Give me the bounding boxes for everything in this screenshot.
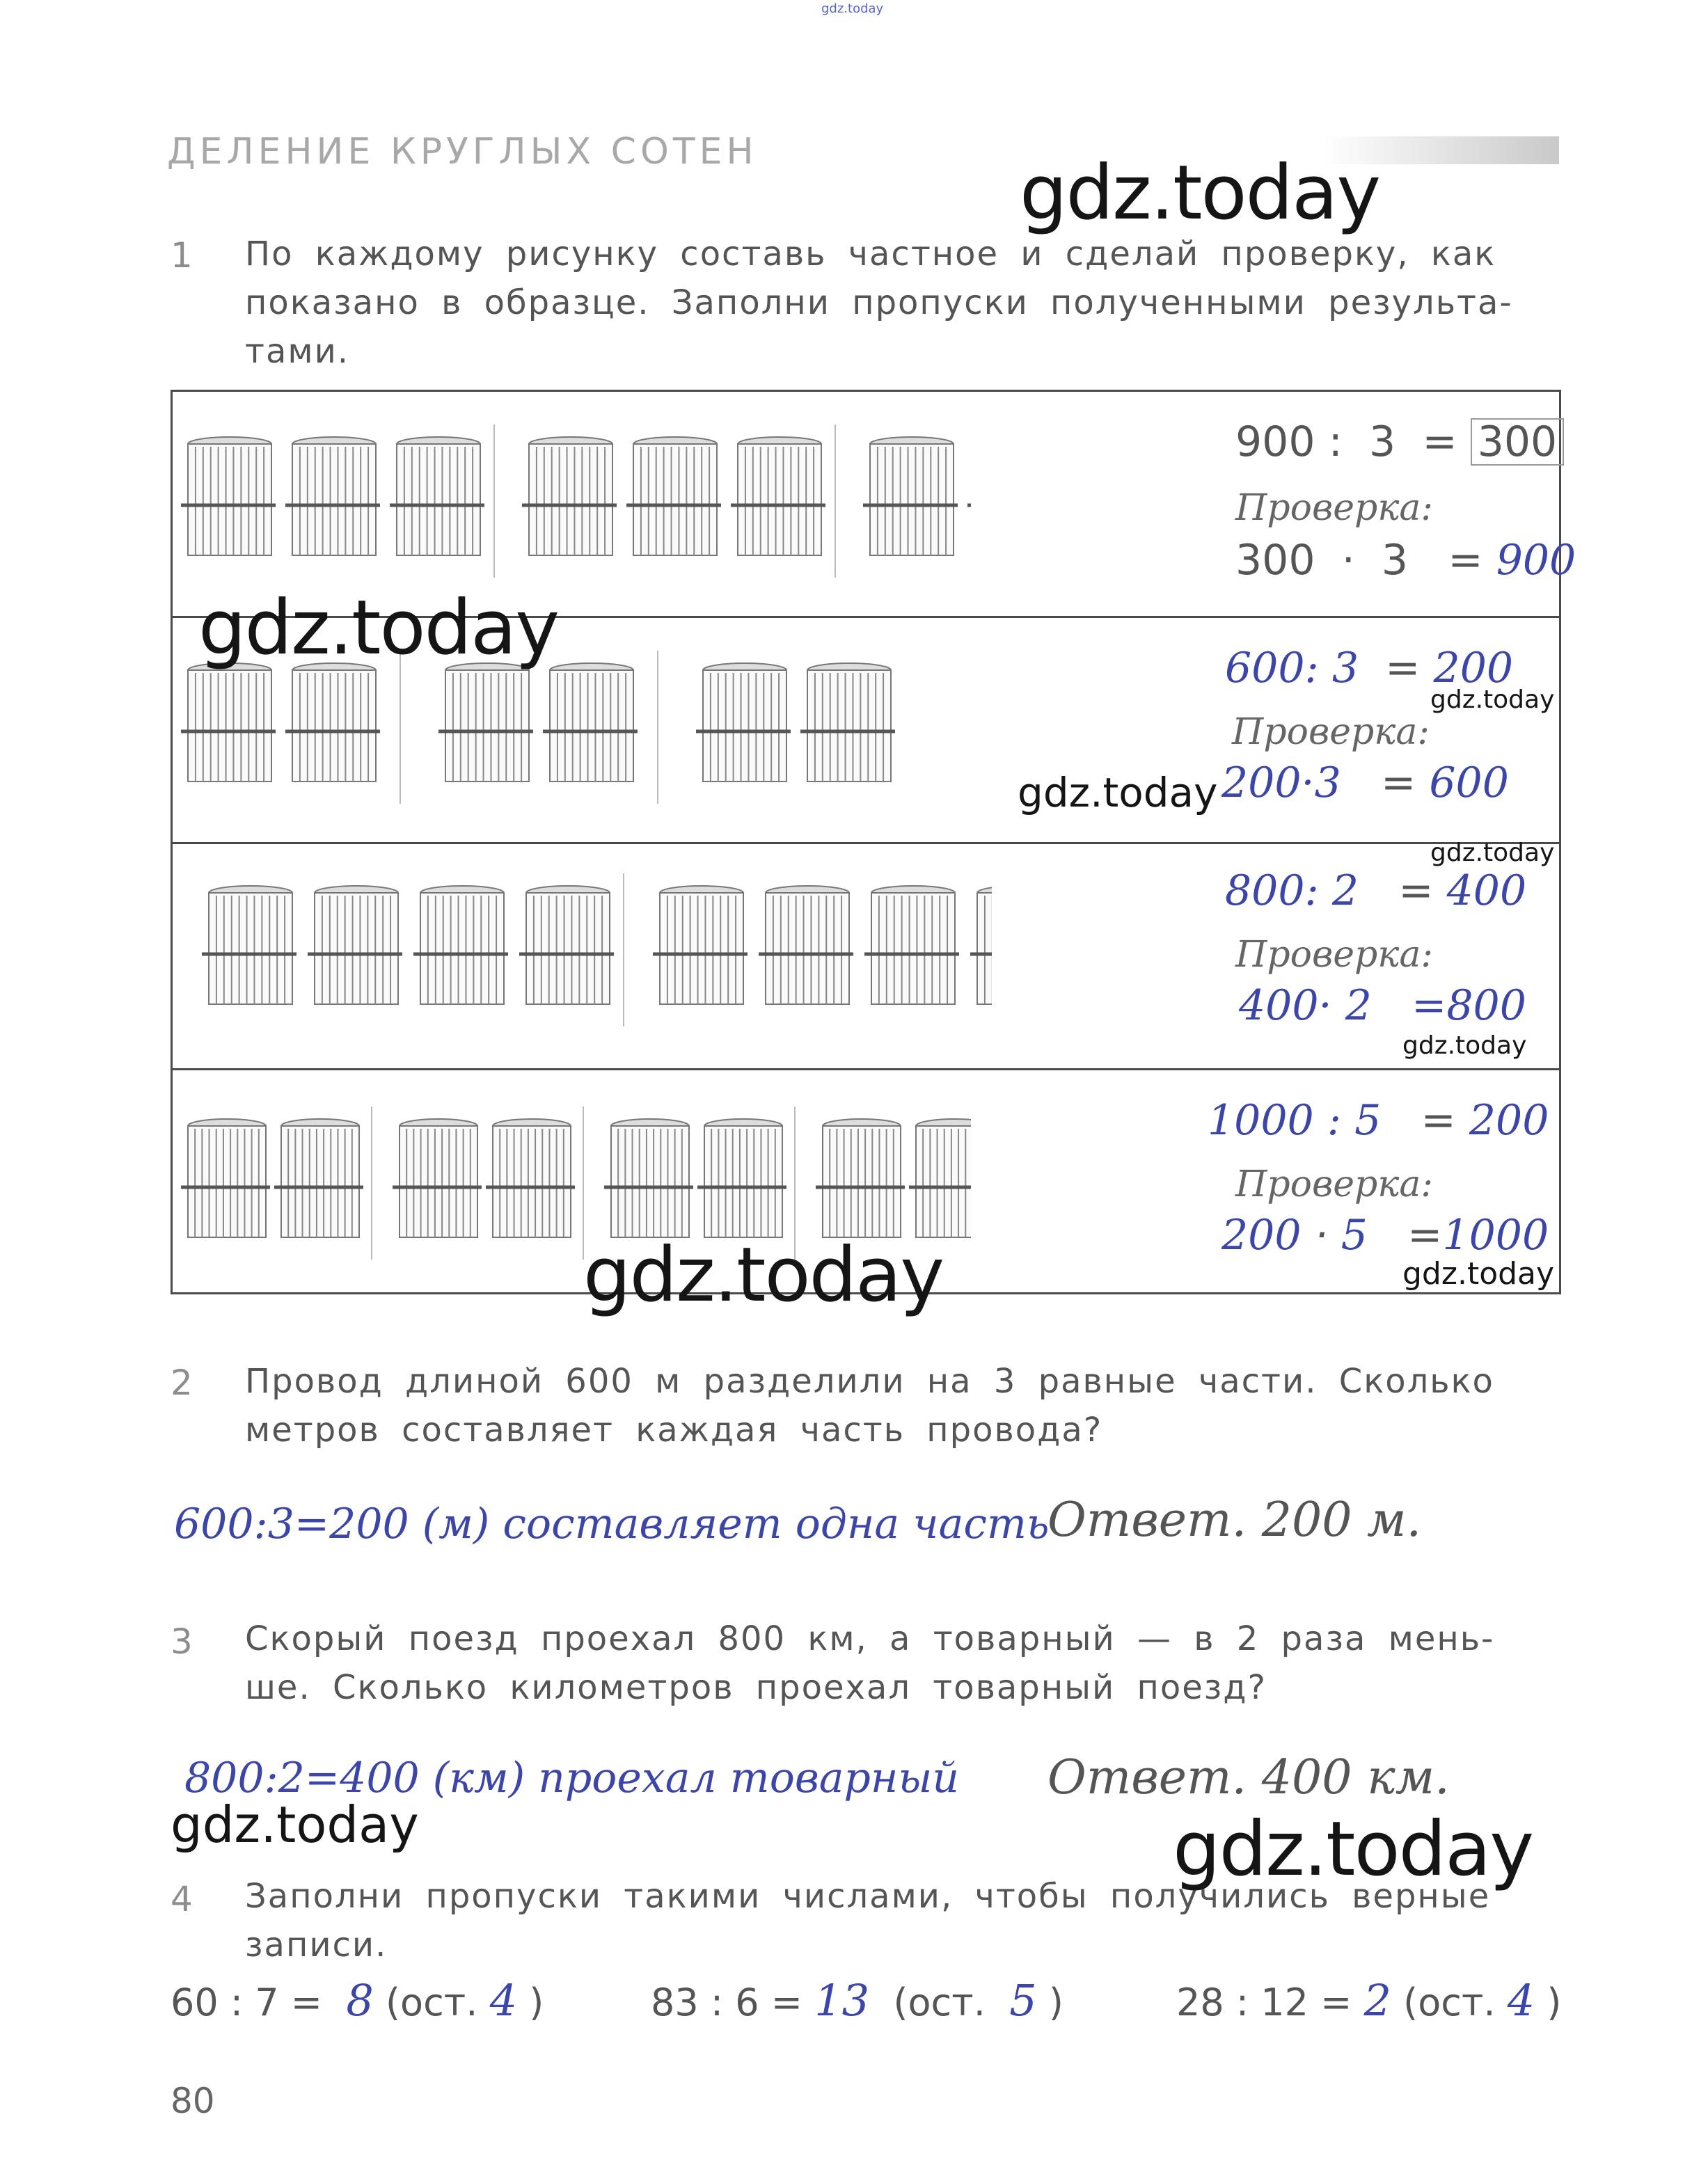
task4-item-3: 28 : 12 = 2 (ост. 4 ) bbox=[1176, 1975, 1562, 2026]
row2-quotient: 200 bbox=[1433, 644, 1514, 692]
task1-number: 1 bbox=[171, 235, 193, 276]
watermark: gdz.today bbox=[1020, 150, 1380, 237]
task4-item-2: 83 : 6 = 13 (ост. 5 ) bbox=[651, 1975, 1063, 2026]
pencil-bundle bbox=[970, 886, 992, 1004]
task1-text: По каждому рисунку составь частное и сделай проверку, как показано в образце. Заполни пропуски полученными результа- тами. bbox=[245, 235, 1513, 371]
row-divider bbox=[171, 1068, 1561, 1070]
pencil-bundle bbox=[653, 886, 748, 1004]
watermark: gdz.today bbox=[1430, 685, 1555, 714]
task4-item-1: 60 : 7 = 8 (ост. 4 ) bbox=[171, 1975, 544, 2026]
task2-number: 2 bbox=[171, 1363, 193, 1403]
pencil-bundle bbox=[604, 1119, 693, 1237]
watermark: gdz.today bbox=[198, 585, 559, 672]
row4-multiplication: 200 · 5 =1000 bbox=[1221, 1211, 1549, 1260]
pencil-bundle bbox=[181, 1119, 270, 1237]
pencil-bundle bbox=[393, 1119, 482, 1237]
watermark: gdz.today bbox=[1430, 839, 1555, 867]
pencil-bundle bbox=[413, 886, 508, 1004]
row3-product: 800 bbox=[1446, 981, 1526, 1030]
pencil-bundle bbox=[696, 663, 791, 782]
bundles-row-3-graphic bbox=[202, 873, 992, 1054]
pencil-bundle bbox=[181, 437, 276, 555]
task2-solution: 600:3=200 (м) составляет одна часть bbox=[174, 1500, 1050, 1548]
pencil-bundle bbox=[909, 1119, 971, 1237]
row1-multiplication: 300 · 3 = 900 bbox=[1235, 536, 1576, 585]
bundles-row-1-graphic bbox=[181, 425, 971, 605]
pencil-bundle bbox=[697, 1119, 786, 1237]
task4-number: 4 bbox=[171, 1879, 193, 1919]
row3-quotient: 400 bbox=[1446, 866, 1527, 915]
pencil-bundles-row-2 bbox=[181, 651, 971, 834]
task3-number: 3 bbox=[171, 1621, 193, 1662]
pencil-bundle bbox=[181, 663, 276, 782]
pencil-bundle bbox=[390, 437, 484, 555]
watermark: gdz.today bbox=[583, 1232, 944, 1319]
pencil-bundle bbox=[522, 437, 617, 555]
task3-answer: Ответ. 400 км. bbox=[1047, 1750, 1450, 1805]
page-number: 80 bbox=[171, 2081, 215, 2121]
row-divider bbox=[171, 842, 1561, 844]
pencil-bundle bbox=[626, 437, 721, 555]
row2-product: 600 bbox=[1429, 759, 1509, 807]
pencil-bundle bbox=[759, 886, 853, 1004]
row3-division: 800: 2 = 400 bbox=[1225, 866, 1527, 915]
pencil-bundle bbox=[285, 663, 380, 782]
pencil-bundle bbox=[308, 886, 402, 1004]
row2-division: 600: 3 = 200 bbox=[1225, 644, 1514, 692]
task3-text: Скорый поезд проехал 800 км, а товарный — в 2 раза мень- ше. Сколько километров проехал товарный поезд? bbox=[245, 1619, 1495, 1707]
pencil-bundle bbox=[438, 663, 533, 782]
row3-check-label: Проверка: bbox=[1235, 934, 1433, 976]
task4-text: Заполни пропуски такими числами, чтобы получились верные записи. bbox=[245, 1877, 1491, 1965]
pencil-bundle bbox=[274, 1119, 363, 1237]
row2-multiplication: 200·3 = 600 bbox=[1221, 759, 1509, 807]
pencil-bundle bbox=[202, 886, 296, 1004]
row4-quotient: 200 bbox=[1469, 1096, 1549, 1145]
row4-product: 1000 bbox=[1442, 1211, 1549, 1260]
watermark: gdz.today bbox=[1173, 1806, 1533, 1893]
task3-solution: 800:2=400 (км) проехал товарный bbox=[184, 1754, 959, 1802]
pencil-bundle bbox=[486, 1119, 575, 1237]
watermark: gdz.today bbox=[1402, 1031, 1527, 1060]
watermark: gdz.today bbox=[1018, 769, 1218, 816]
row4-division: 1000 : 5 = 200 bbox=[1208, 1096, 1549, 1145]
watermark: gdz.today bbox=[171, 1795, 419, 1854]
pencil-bundle bbox=[967, 437, 971, 555]
section-title: ДЕЛЕНИЕ КРУГЛЫХ СОТЕН bbox=[167, 131, 758, 173]
row1-quotient-box: 300 bbox=[1471, 418, 1565, 466]
row1-product: 900 bbox=[1496, 536, 1576, 585]
pencil-bundles-row-3 bbox=[202, 873, 992, 1057]
pencil-bundle bbox=[543, 663, 638, 782]
watermark: gdz.today bbox=[1402, 1256, 1555, 1292]
pencil-bundle bbox=[285, 437, 380, 555]
pencil-bundle bbox=[731, 437, 825, 555]
pencil-bundles-row-1 bbox=[181, 425, 971, 608]
site-mark: gdz.today bbox=[821, 1, 884, 16]
bundles-row-2-graphic bbox=[181, 651, 971, 832]
pencil-bundle bbox=[863, 437, 958, 555]
task2-text: Провод длиной 600 м разделили на 3 равные части. Сколько метров составляет каждая часть провода? bbox=[245, 1362, 1494, 1450]
pencil-bundle bbox=[800, 663, 895, 782]
pencil-bundle bbox=[816, 1119, 905, 1237]
pencil-bundle bbox=[519, 886, 614, 1004]
pencil-bundle bbox=[864, 886, 959, 1004]
row2-check-label: Проверка: bbox=[1232, 711, 1430, 753]
row4-check-label: Проверка: bbox=[1235, 1164, 1433, 1205]
row3-multiplication: 400· 2 =800 bbox=[1239, 981, 1526, 1030]
task2-answer: Ответ. 200 м. bbox=[1047, 1493, 1422, 1548]
row1-division: 900 : 3 = 300 bbox=[1235, 418, 1564, 466]
row1-check-label: Проверка: bbox=[1235, 487, 1433, 529]
